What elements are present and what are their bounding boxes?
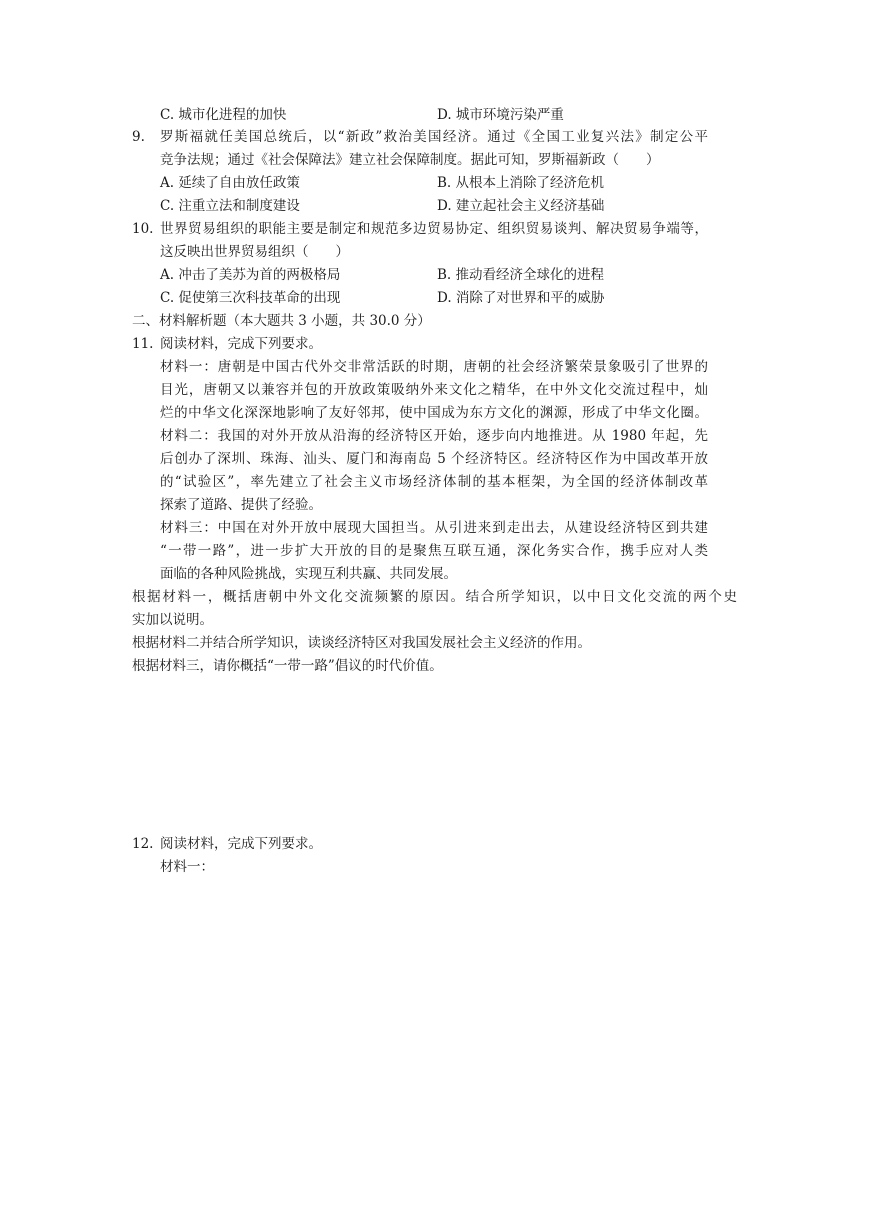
- section2-heading: 二、材料解析题（本大题共 3 小题，共 30.0 分）: [132, 313, 431, 329]
- q11-material3-line2: “一带一路”，进一步扩大开放的目的是聚焦互联互通，深化务实合作，携手应对人类: [160, 543, 708, 559]
- q11-material3-line1: 材料三：中国在对外开放中展现大国担当。从引进来到走出去，从建设经济特区到共建: [160, 520, 708, 536]
- q11-material1-line3: 烂的中华文化深深地影响了友好邻邦，使中国成为东方文化的渊源，形成了中华文化圈。: [160, 405, 708, 421]
- q11-material1-line1: 材料一：唐朝是中国古代外交非常活跃的时期，唐朝的社会经济繁荣景象吸引了世界的: [160, 359, 708, 375]
- q10-number: 10.: [132, 221, 154, 237]
- q12-number: 12.: [132, 836, 154, 852]
- q8-option-c: C. 城市化进程的加快: [160, 107, 287, 123]
- q9-option-b: B. 从根本上消除了经济危机: [437, 175, 605, 191]
- q9-stem-line2: 竞争法规；通过《社会保障法》建立社会保障制度。据此可知，罗斯福新政（ ）: [160, 152, 660, 168]
- q10-stem-line2: 这反映出世界贸易组织（ ）: [160, 244, 349, 260]
- q9-option-d: D. 建立起社会主义经济基础: [437, 198, 605, 214]
- q11-number: 11.: [132, 336, 154, 352]
- q10-option-a: A. 冲击了美苏为首的两极格局: [160, 267, 341, 283]
- q11-material2-line3: 的“试验区”，率先建立了社会主义市场经济体制的基本框架，为全国的经济体制改革: [160, 474, 708, 490]
- q8-option-d: D. 城市环境污染严重: [437, 107, 564, 123]
- q9-option-a: A. 延续了自由放任政策: [160, 175, 300, 191]
- q9-option-c: C. 注重立法和制度建设: [160, 198, 300, 214]
- q10-option-c: C. 促使第三次科技革命的出现: [160, 290, 341, 306]
- q11-intro: 阅读材料，完成下列要求。: [160, 336, 322, 352]
- q10-stem-line1: 世界贸易组织的职能主要是制定和规范多边贸易协定、组织贸易谈判、解决贸易争端等，: [160, 221, 708, 237]
- q11-requirement3: 根据材料三，请你概括“一带一路”倡议的时代价值。: [132, 658, 443, 674]
- q10-option-d: D. 消除了对世界和平的威胁: [437, 290, 605, 306]
- q11-requirement1-line1: 根据材料一，概括唐朝中外文化交流频繁的原因。结合所学知识，以中日文化交流的两个史: [132, 589, 737, 605]
- q11-material1-line2: 目光，唐朝又以兼容并包的开放政策吸纳外来文化之精华，在中外文化交流过程中，灿: [160, 382, 708, 398]
- q11-material3-line3: 面临的各种风险挑战，实现互利共赢、共同发展。: [160, 566, 457, 582]
- q12-intro: 阅读材料，完成下列要求。: [160, 836, 322, 852]
- q12-material1-label: 材料一：: [160, 859, 214, 875]
- q11-material2-line2: 后创办了深圳、珠海、汕头、厦门和海南岛 5 个经济特区。经济特区作为中国改革开放: [160, 451, 708, 467]
- q11-material2-line4: 探索了道路、提供了经验。: [160, 497, 322, 513]
- q10-option-b: B. 推动看经济全球化的进程: [437, 267, 605, 283]
- q9-stem-line1: 罗斯福就任美国总统后，以“新政”救治美国经济。通过《全国工业复兴法》制定公平: [160, 129, 708, 145]
- q11-requirement2: 根据材料二并结合所学知识，读谈经济特区对我国发展社会主义经济的作用。: [132, 635, 591, 651]
- q11-requirement1-line2: 实加以说明。: [132, 612, 213, 628]
- q11-material2-line1: 材料二：我国的对外开放从沿海的经济特区开始，逐步向内地推进。从 1980 年起，先: [160, 428, 708, 444]
- q9-number: 9.: [132, 129, 145, 145]
